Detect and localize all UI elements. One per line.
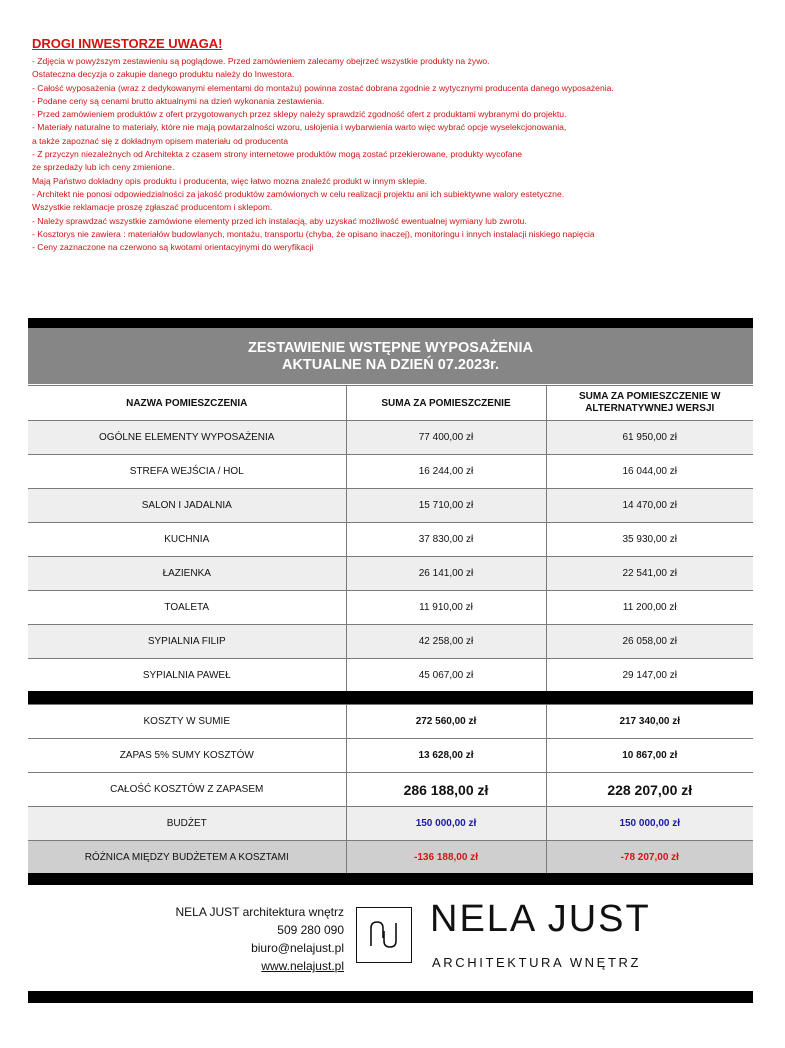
- notice-line: Wszystkie reklamacje proszę zgłaszać producentom i sklepom.: [32, 202, 273, 213]
- costs-sum: 272 560,00 zł: [346, 705, 546, 739]
- phone-number[interactable]: 509 280 090: [277, 923, 344, 937]
- notice-lines: [32, 55, 752, 254]
- room-alt-sum: 11 200,00 zł: [546, 591, 753, 625]
- table-row: [28, 659, 753, 693]
- notice-line: Ostateczna decyzja o zakupie danego produktu należy do Inwestora.: [32, 69, 295, 80]
- table-header-row: [28, 386, 753, 421]
- room-name: ŁAZIENKA: [28, 557, 346, 591]
- room-sum: 77 400,00 zł: [346, 421, 546, 455]
- room-sum: 42 258,00 zł: [346, 625, 546, 659]
- notice-line: - Zdjęcia w powyższym zestawieniu są poglądowe. Przed zamówieniem zalecamy obejrzeć wszystkie produkty na żywo.: [32, 56, 490, 66]
- notice-title: DROGI INWESTORZE UWAGA!: [32, 36, 223, 51]
- notice-line: - Całość wyposażenia (wraz z dedykowanymi elementami do montażu) powinna zostać dobrana zgodnie z wytycznymi producenta danego wyposażenia.: [32, 82, 614, 93]
- website-link[interactable]: www.nelajust.pl: [261, 959, 344, 973]
- difference-sum: -136 188,00 zł: [346, 841, 546, 875]
- notice-line: - Z przyczyn niezależnych od Architekta z czasem strony internetowe produktów mogą zostać przekierowane, produkty wycofane: [32, 149, 523, 160]
- room-alt-sum: 26 058,00 zł: [546, 625, 753, 659]
- table-row: [28, 625, 753, 659]
- total-sum: 286 188,00 zł: [346, 773, 546, 807]
- table-row: [28, 455, 753, 489]
- header-room-name: NAZWA POMIESZCZENIA: [28, 386, 346, 421]
- table-separator-bar: [28, 691, 753, 704]
- room-sum: 37 830,00 zł: [346, 523, 546, 557]
- table-title-line-2: AKTUALNE NA DZIEŃ 07.2023r.: [281, 357, 500, 373]
- email-address[interactable]: biuro@nelajust.pl: [251, 941, 344, 955]
- notice-line: - Materiały naturalne to materiały, które nie mają powtarzalności wzoru, usłojenia i wybarwienia warto więc wybrać opcje wyselekcjonowania,: [32, 122, 567, 133]
- contact-info: [175, 903, 344, 975]
- room-sum: 45 067,00 zł: [346, 659, 546, 693]
- footer-bottom-bar: [28, 991, 753, 1003]
- budget-alt: 150 000,00 zł: [546, 807, 753, 841]
- room-alt-sum: 35 930,00 zł: [546, 523, 753, 557]
- summary-budget-row: [28, 807, 753, 841]
- notice-line: ze sprzedaży lub ich ceny zmienione.: [32, 162, 175, 173]
- room-name: KUCHNIA: [28, 523, 346, 557]
- table-title: [28, 328, 753, 384]
- notice-line: - Kosztorys nie zawiera : materiałów budowlanych, montażu, transportu (chyba, że opisano inaczej), monitoringu i innych instalacji niskiego napięcia: [32, 228, 595, 239]
- room-name: SYPIALNIA PAWEŁ: [28, 659, 346, 693]
- reserve-sum: 13 628,00 zł: [346, 739, 546, 773]
- budget-label: BUDŻET: [28, 807, 346, 841]
- summary-table: [28, 704, 753, 875]
- notice-line: - Przed zamówieniem produktów z ofert przygotowanych przez sklepy należy sprawdzić zgodność ofert z produktami wybranymi do projektu.: [32, 109, 567, 120]
- summary-costs-row: [28, 705, 753, 739]
- notice-line: a także zapoznać się z dokładnym opisem materiału od producenta: [32, 135, 289, 146]
- room-name: OGÓLNE ELEMENTY WYPOSAŻENIA: [28, 421, 346, 455]
- table-row: [28, 489, 753, 523]
- logo-mark: [356, 907, 412, 963]
- table-row: [28, 421, 753, 455]
- reserve-label: ZAPAS 5% SUMY KOSZTÓW: [28, 739, 346, 773]
- room-name: SALON I JADALNIA: [28, 489, 346, 523]
- company-name: NELA JUST architektura wnętrz: [175, 905, 344, 919]
- investor-notice: [32, 36, 752, 254]
- brand-subtitle: ARCHITEKTURA WNĘTRZ: [432, 955, 642, 970]
- costs-alt: 217 340,00 zł: [546, 705, 753, 739]
- room-sum: 11 910,00 zł: [346, 591, 546, 625]
- room-alt-sum: 29 147,00 zł: [546, 659, 753, 693]
- reserve-alt: 10 867,00 zł: [546, 739, 753, 773]
- room-sum: 15 710,00 zł: [346, 489, 546, 523]
- budget-sum: 150 000,00 zł: [346, 807, 546, 841]
- table-row: [28, 523, 753, 557]
- room-alt-sum: 16 044,00 zł: [546, 455, 753, 489]
- summary-total-row: [28, 773, 753, 807]
- table-row: [28, 557, 753, 591]
- summary-difference-row: [28, 841, 753, 875]
- difference-alt: -78 207,00 zł: [546, 841, 753, 875]
- table-title-line-1: ZESTAWIENIE WSTĘPNE WYPOSAŻENIA: [248, 340, 533, 356]
- room-alt-sum: 22 541,00 zł: [546, 557, 753, 591]
- brand-name: NELA JUST: [430, 898, 651, 940]
- summary-reserve-row: [28, 739, 753, 773]
- room-name: SYPIALNIA FILIP: [28, 625, 346, 659]
- total-alt: 228 207,00 zł: [546, 773, 753, 807]
- notice-line: - Należy sprawdzać wszystkie zamówione elementy przed ich instalacją, aby uzyskać możliwość ewentualnej wymiany lub zwrotu.: [32, 215, 527, 226]
- room-alt-sum: 14 470,00 zł: [546, 489, 753, 523]
- total-label: CAŁOŚĆ KOSZTÓW Z ZAPASEM: [28, 773, 346, 807]
- room-name: STREFA WEJŚCIA / HOL: [28, 455, 346, 489]
- header-alt-sum: SUMA ZA POMIESZCZENIE W ALTERNATYWNEJ WERSJI: [546, 386, 753, 421]
- room-sum: 16 244,00 zł: [346, 455, 546, 489]
- room-alt-sum: 61 950,00 zł: [546, 421, 753, 455]
- notice-line: - Ceny zaznaczone na czerwono są kwotami orientacyjnymi do weryfikacji: [32, 242, 314, 253]
- difference-label: RÓŻNICA MIĘDZY BUDŻETEM A KOSZTAMI: [28, 841, 346, 875]
- table-row: [28, 591, 753, 625]
- table-top-bar: [28, 318, 753, 328]
- rooms-table: [28, 385, 753, 693]
- costs-label: KOSZTY W SUMIE: [28, 705, 346, 739]
- table-bottom-bar: [28, 873, 753, 885]
- nj-monogram-icon: [357, 908, 410, 961]
- room-sum: 26 141,00 zł: [346, 557, 546, 591]
- notice-line: - Architekt nie ponosi odpowiedzialności za jakość produktów zamówionych w celu realizacji projektu ani ich subiektywne walory estetyczne.: [32, 188, 565, 199]
- room-name: TOALETA: [28, 591, 346, 625]
- notice-line: - Podane ceny są cenami brutto aktualnymi na dzień wykonania zestawienia.: [32, 95, 325, 106]
- header-room-sum: SUMA ZA POMIESZCZENIE: [346, 386, 546, 421]
- notice-line: Mają Państwo dokładny opis produktu i producenta, więc łatwo mozna znaleźć produkt w innym sklepie.: [32, 175, 428, 186]
